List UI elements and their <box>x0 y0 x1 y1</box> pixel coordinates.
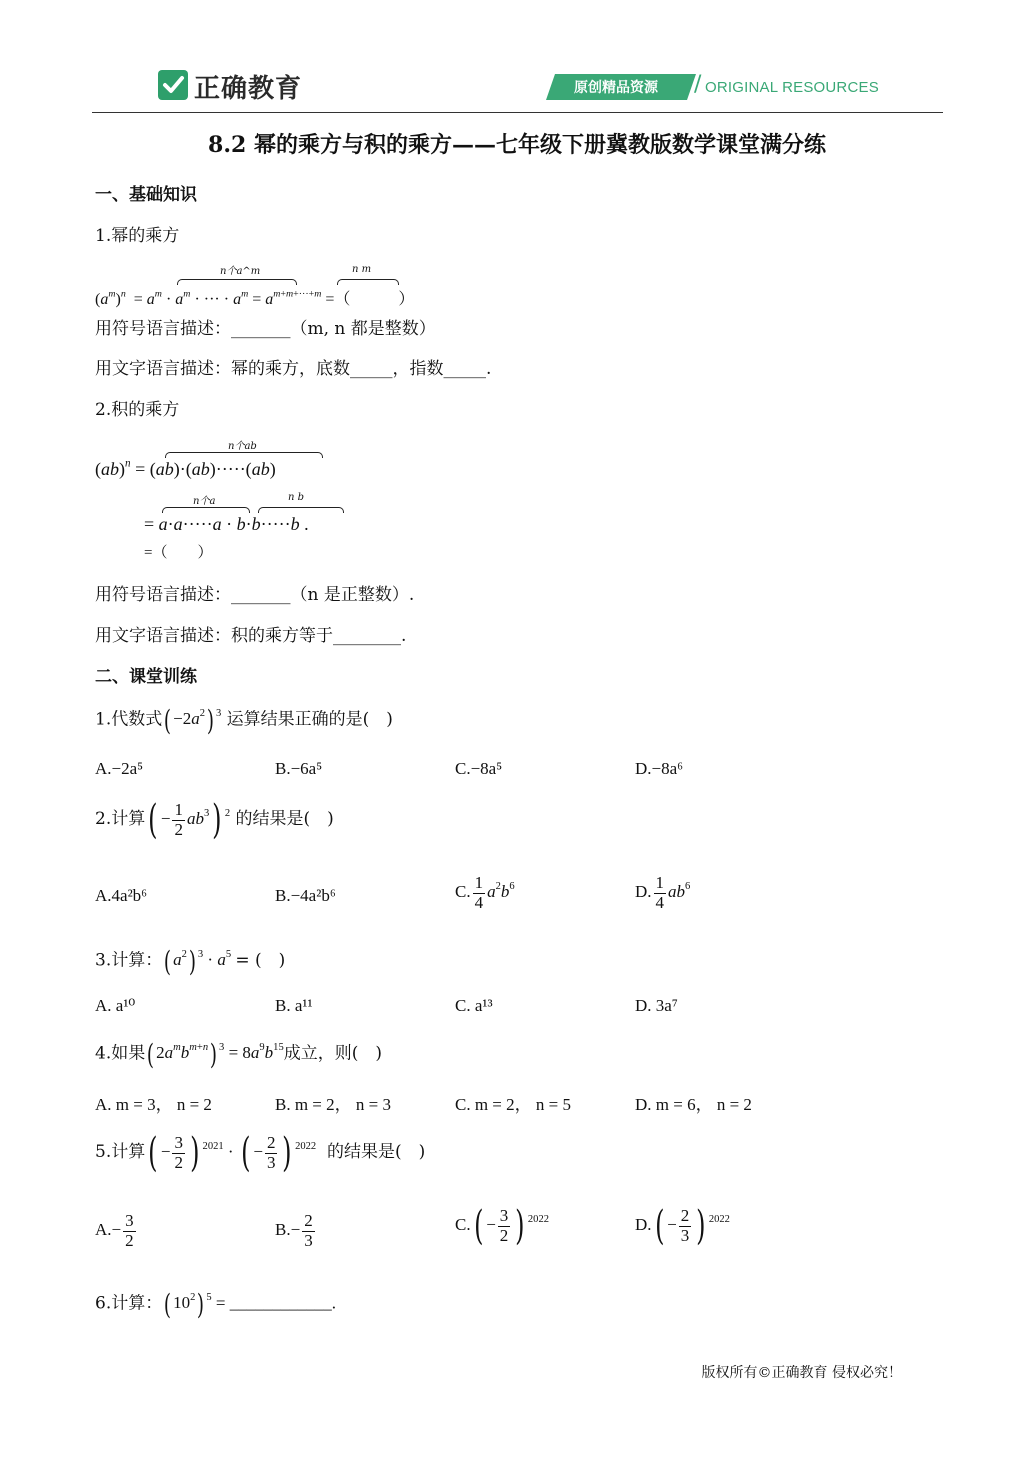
brace-n-ab <box>165 452 323 458</box>
question-4-stem-pre: 4.如果 <box>95 1043 146 1064</box>
question-1-option-c: C.−8a⁵ <box>455 759 503 778</box>
question-2-stem-pre: 2.计算 <box>95 808 146 829</box>
question-1-option-a: A.−2a⁵ <box>95 759 144 778</box>
question-4-option-d: D. m = 6， n = 2 <box>635 1095 752 1114</box>
question-2-option-a: A.4a²b⁶ <box>95 886 148 905</box>
text-description-1: 用文字语言描述：幂的乘方，底数_____，指数_____. <box>95 359 492 379</box>
brace-exp <box>337 279 399 285</box>
question-2-expression: ( − $\frac{1}{2}$ $ab^3$) $^2$ <box>148 797 231 843</box>
section-heading-practice: 二、课堂训练 <box>95 667 197 687</box>
copyright-notice: 版权所有©正确教育 侵权必究！ <box>701 1365 902 1381</box>
question-6-stem-pre: 6.计算： <box>95 1293 163 1314</box>
question-2-option-d: D. $\frac{1}{4}$ $ab^6$ <box>635 873 691 912</box>
question-5 <box>95 1130 426 1176</box>
question-1-option-d: D.−8a⁶ <box>635 759 684 778</box>
question-2 <box>95 797 334 843</box>
question-4-option-b: B. m = 2， n = 3 <box>275 1095 391 1114</box>
question-3-stem-pre: 3.计算： <box>95 950 163 971</box>
question-2-stem-post: 的结果是( ) <box>235 808 334 829</box>
question-1-expression: ( $-2a^2$) $^3$ <box>164 704 222 737</box>
question-4-option-c: C. m = 2， n = 5 <box>455 1095 571 1114</box>
formula-product-line-2: = a·a·····a · b·b·····b . <box>144 514 309 534</box>
question-3 <box>95 945 285 978</box>
document-title: 8.2 幂的乘方与积的乘方——七年级下册冀教版数学课堂满分练 <box>208 132 826 158</box>
brace-label-n-a: n个a <box>193 496 216 507</box>
symbol-description-2: 用符号语言描述：_______（n 是正整数）. <box>95 585 415 605</box>
subsection-power-of-power: 1.幂的乘方 <box>95 226 180 246</box>
question-1-option-b: B.−6a⁵ <box>275 759 323 778</box>
question-4-stem-post: 成立，则( ) <box>283 1043 382 1064</box>
question-1-stem-post: 运算结果正确的是( ) <box>226 709 393 730</box>
question-6-expression: ( $10^2$) $^5$ <box>164 1288 212 1321</box>
formula-product-line-3: =（ ） <box>144 545 213 561</box>
question-5-option-b: B.− $\frac{2}{3}$ <box>275 1211 313 1250</box>
brace-label-n-am: n个a^m <box>220 266 261 277</box>
brace-label-n-ab: n个ab <box>228 441 257 452</box>
question-1 <box>95 704 393 737</box>
banner-label-cn: 原创精品资源 <box>574 80 658 96</box>
brand-name: 正确教育 <box>194 74 303 104</box>
brace-n-b <box>258 507 344 513</box>
banner-label-en: ORIGINAL RESOURCES <box>705 79 879 96</box>
question-3-option-c: C. a¹³ <box>455 996 493 1015</box>
question-6-stem-post: = ____________. <box>215 1293 336 1313</box>
question-5-option-a: A.− $\frac{3}{2}$ <box>95 1211 134 1250</box>
question-3-option-d: D. 3a⁷ <box>635 996 678 1015</box>
brace-n-a <box>162 507 250 513</box>
question-3-option-a: A. a¹⁰ <box>95 996 136 1015</box>
subsection-power-of-product: 2.积的乘方 <box>95 400 180 420</box>
section-heading-basics: 一、基础知识 <box>95 185 197 205</box>
question-3-stem-post: = ( ) <box>235 950 286 971</box>
formula-power-of-power: $(a^m)^n = a^m \cdot a^m$ · ··· · $a^m = a^{m+m+\cdot\cdot\cdot+m}$ =（ ） <box>95 288 415 308</box>
brace-n-am <box>177 279 297 285</box>
logo-check-icon <box>158 70 188 100</box>
banner-slash-icon: / <box>694 72 702 97</box>
question-5-expression: ( − $\frac{3}{2}$ ) $^{2021}$ · ( − $\frac{2}{3}$ ) $^{2022}$ <box>148 1130 317 1176</box>
question-1-stem-pre: 1.代数式 <box>95 709 163 730</box>
question-4-expression: ( $2a^mb^{m+n}$) $^3 = 8a^9b^{15}$ <box>147 1038 284 1071</box>
brace-label-exp: n m <box>352 264 372 275</box>
question-5-option-c: C.( − $\frac{3}{2}$ ) $^{2022}$ <box>455 1203 549 1249</box>
header-divider <box>92 112 943 113</box>
question-5-stem-post: 的结果是( ) <box>326 1141 426 1162</box>
question-2-option-b: B.−4a²b⁶ <box>275 886 336 905</box>
question-5-stem-pre: 5.计算 <box>95 1141 146 1162</box>
brace-label-n-b: n b <box>288 492 305 503</box>
text-description-2: 用文字语言描述：积的乘方等于________. <box>95 626 407 646</box>
formula-product-line-1: (ab)$^n$ = (ab)·(ab)·····(ab) <box>95 457 276 479</box>
symbol-description-1: 用符号语言描述：_______（m, n 都是整数） <box>95 319 436 339</box>
question-4-option-a: A. m = 3， n = 2 <box>95 1095 212 1114</box>
question-3-option-b: B. a¹¹ <box>275 996 313 1015</box>
question-3-expression: ( $a^2$) $^3 \cdot a^5$ <box>164 945 232 978</box>
question-6 <box>95 1288 336 1321</box>
question-5-option-d: D.( − $\frac{2}{3}$ ) $^{2022}$ <box>635 1203 730 1249</box>
question-4 <box>95 1038 382 1071</box>
question-2-option-c: C. $\frac{1}{4}$ $a^2b^6$ <box>455 873 515 912</box>
